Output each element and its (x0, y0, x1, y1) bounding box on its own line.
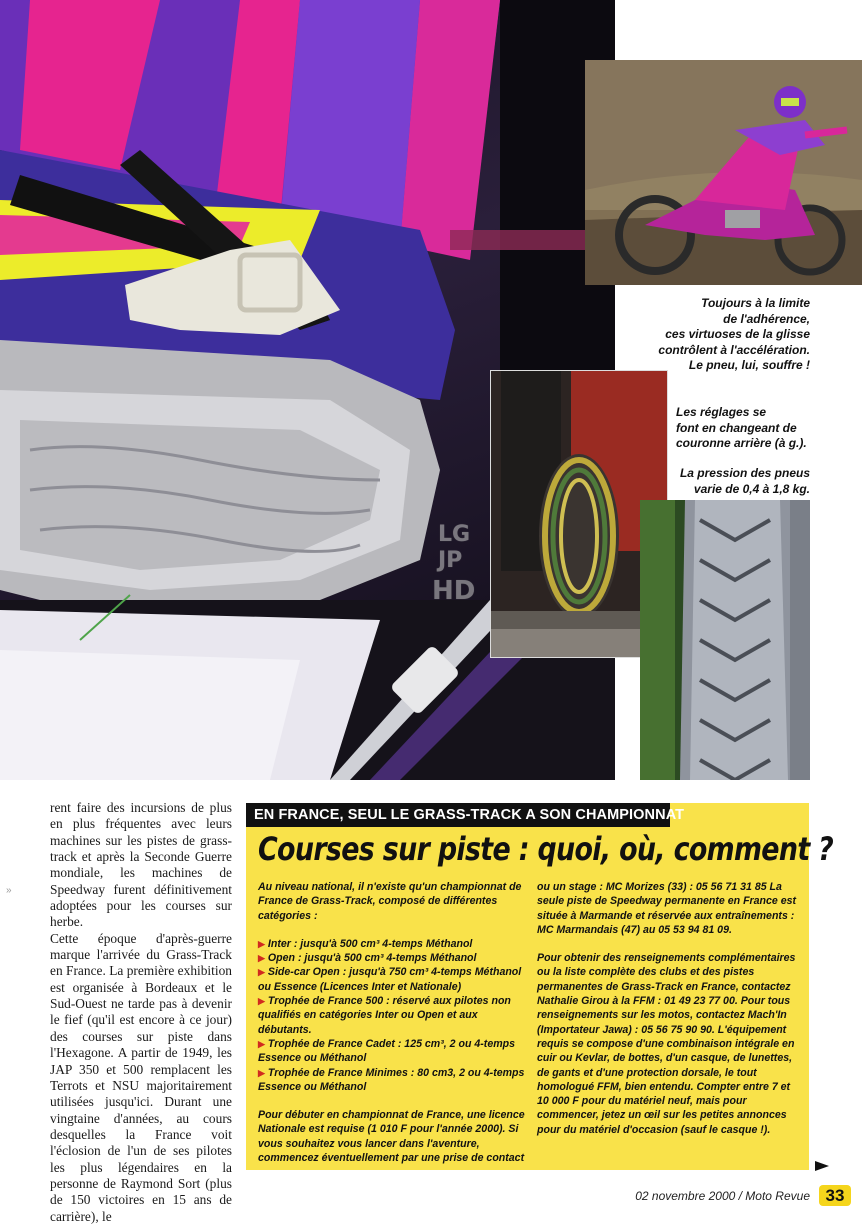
bullet-icon: ▶ (258, 1038, 265, 1049)
page-footer: 02 novembre 2000 / Moto Revue (635, 1189, 810, 1203)
category-item: ▶ Open : jusqu'à 500 cm³ 4-temps Méthanol (258, 952, 477, 965)
box-intro: Au niveau national, il n'existe qu'un championnat de France de Grass-Track, composé de différentes catégories : (258, 881, 522, 922)
category-item: ▶ Side-car Open : jusqu'à 750 cm³ 4-temps Méthanol ou Essence (Licences Inter et Nationale) (258, 966, 522, 993)
body-text-column (50, 800, 232, 1225)
body-paragraph: rent faire des incursions de plus en plus fréquentes avec leurs machines sur les pistes de grass-track et après la Seconde Guerre mondiale, les machines de Speedway furent définitivement adoptées pour les courses sur herbe. (50, 800, 232, 930)
rider-caption: Toujours à la limite de l'adhérence, ces virtuoses de la glisse contrôlent à l'accélération. Le pneu, lui, souffre ! (658, 296, 810, 372)
equipment-paragraph: Pour obtenir des renseignements complémentaires ou la liste complète des clubs et des pistes permanentes de Grass-Track en France, contactez Nathalie Girou à la FFM : 01 49 23 77 00. Pour tous renseignements sur les motos, contactez Mach'In (Importateur Jawa) : 05 56 75 90 90. L'équipement requis se compose d'une combinaison intégrale en cuir ou Kevlar, de bottes, d'un casque, de lunettes, de gants et d'une protection dorsale, le tout homologué FFM, bien entendu. Compter entre 7 et 10 000 F pour du matériel neuf, mais pour commencer, jetez un œil sur les petites annonces pour du matériel d'occasion (sauf le casque !). (537, 952, 796, 1136)
bullet-icon: ▶ (258, 996, 265, 1007)
category-item: ▶ Trophée de France Cadet : 125 cm³, 2 ou 4-temps Essence ou Méthanol (258, 1037, 515, 1065)
box-title: Courses sur piste : quoi, où, comment ? (258, 830, 834, 868)
category-item: ▶ Inter : jusqu'à 500 cm³ 4-temps Méthanol (258, 937, 473, 950)
tyre-caption: La pression des pneus varie de 0,4 à 1,8 kg. (679, 466, 810, 496)
rider-photo (585, 60, 862, 285)
box-column-left (258, 880, 528, 1165)
bullet-icon: ▶ (258, 967, 265, 978)
tyre-photo (640, 500, 810, 780)
licence-paragraph: Pour débuter en championnat de France, une licence Nationale est requise (1 010 F pour l'année 2000). Si vous souhaitez vous lancer dans l'aventure, commencez éventuellement par une prise de contact (258, 1109, 525, 1165)
category-item: ▶ Trophée de France 500 : réservé aux pilotes non qualifiés en catégories Inter ou Open et aux débutants. (258, 995, 511, 1036)
category-item: ▶ Trophée de France Minimes : 80 cm3, 2 ou 4-temps Essence ou Méthanol (258, 1066, 525, 1093)
page-number: 33 (819, 1185, 851, 1206)
bullet-icon: ▶ (258, 953, 265, 964)
margin-mark: » (6, 885, 12, 896)
watermark-logo: LG JP HD (432, 522, 476, 606)
box-column-right (537, 880, 799, 1137)
bullet-icon: ▶ (258, 938, 265, 949)
body-paragraph: Cette époque d'après-guerre marque l'arrivée du Grass-Track en France. La première exhibition est organisée à Bordeaux et le Sud-Ouest ne tarde pas à devenir le fief (qu'il est encore à ce jour) des courses sur piste dans l'Hexagone. A partir de 1949, les JAP 350 et 500 remplacent les Terrots et NSU majoritairement utilisées jusqu'ici. Durant une vingtaine d'années, au cours desquelles la France voit l'éclosion de l'un de ses pilotes les plus légendaires en la personne de Raymond Sort (plus de 150 victoires en 15 ans de carrière), le (50, 930, 232, 1224)
contacts-paragraph: ou un stage : MC Morizes (33) : 05 56 71 31 85 La seule piste de Speedway permanente en France est située à Marmande et réservée aux entraînements : MC Marmandais (47) au 05 53 94 81 09. (537, 881, 797, 936)
continue-arrow-icon (815, 1161, 829, 1171)
sprocket-caption: Les réglages se font en changeant de couronne arrière (à g.). (676, 405, 807, 450)
box-kicker: EN FRANCE, SEUL LE GRASS-TRACK A SON CHAMPIONNAT (246, 803, 670, 827)
bullet-icon: ▶ (258, 1067, 265, 1078)
